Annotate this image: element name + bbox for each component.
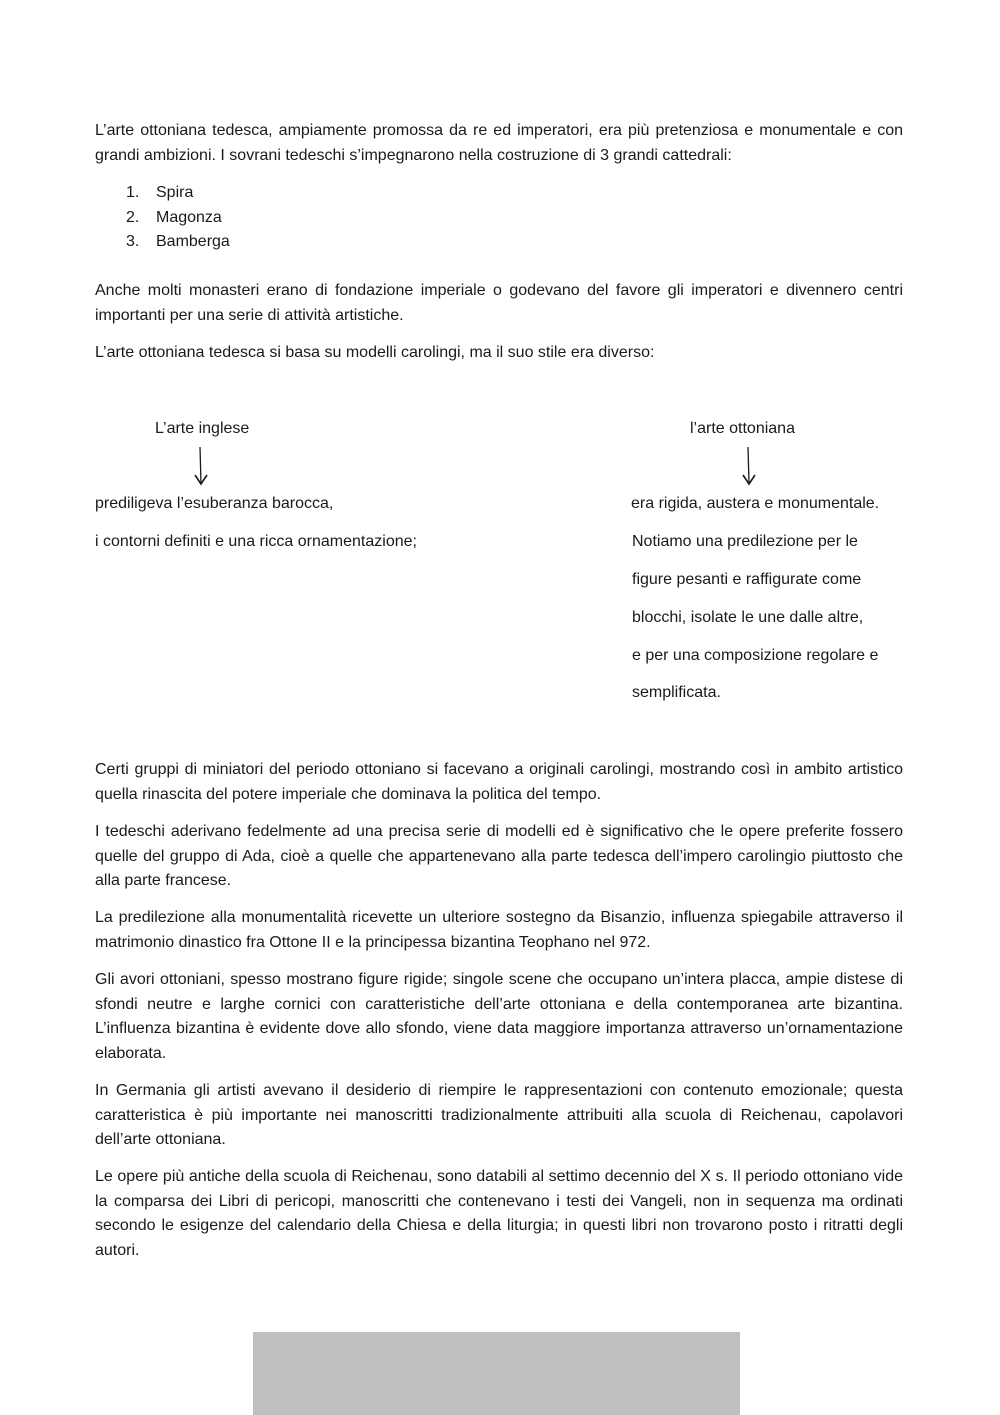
right-line: semplificata. bbox=[632, 684, 721, 701]
right-line: blocchi, isolate le une dalle altre, bbox=[632, 609, 864, 626]
paragraph-intro: L’arte ottoniana tedesca, ampiamente promossa da re ed imperatori, era più pretenziosa e monumentale e con grandi ambizioni. I sovrani tedeschi s’impegnarono nella costruzione di 3 grandi cattedrali: bbox=[95, 122, 903, 164]
arrow-down-icon bbox=[741, 446, 757, 486]
left-line: prediligeva l’esuberanza barocca, bbox=[95, 495, 334, 512]
right-line: e per una composizione regolare e bbox=[632, 647, 879, 664]
left-heading: L’arte inglese bbox=[155, 420, 250, 437]
right-line: era rigida, austera e monumentale. bbox=[631, 495, 880, 512]
right-line: figure pesanti e raffigurate come bbox=[632, 571, 862, 588]
cathedral-list bbox=[126, 181, 230, 255]
footer-bar bbox=[253, 1332, 740, 1415]
right-line: Notiamo una predilezione per le bbox=[632, 533, 858, 550]
paragraph-monasteries: Anche molti monasteri erano di fondazione imperiale o godevano del favore gli imperatori e divennero centri importanti per una serie di attività artistiche. bbox=[95, 282, 903, 324]
list-item: 3. Bamberga bbox=[126, 233, 230, 250]
arrow-down-icon bbox=[193, 446, 209, 486]
paragraph-byzantium: La predilezione alla monumentalità ricevette un ulteriore sostegno da Bisanzio, influenza spiegabile attraverso il matrimonio dinastico fra Ottone II e la principessa bizantina Teophano nel 972. bbox=[95, 909, 903, 951]
list-item: 1. Spira bbox=[126, 184, 194, 201]
paragraph-carolingian-models: L’arte ottoniana tedesca si basa su modelli carolingi, ma il suo stile era diverso: bbox=[95, 344, 655, 361]
paragraph-miniaturists: Certi gruppi di miniatori del periodo ottoniano si facevano a originali carolingi, mostrando così in ambito artistico quella rinascita del potere imperiale che dominava la politica del tempo. bbox=[95, 761, 903, 803]
paragraph-reichenau: Le opere più antiche della scuola di Reichenau, sono databili al settimo decennio del X s. Il periodo ottoniano vide la comparsa dei Libri di pericopi, manoscritti che contenevano i testi dei Vangeli, non in sequenza ma ordinati secondo le esigenze del calendario della Chiesa e della liturgia; in questi libri non trovarono posto i ritratti degli autori. bbox=[95, 1168, 903, 1259]
paragraph-ivories: Gli avori ottoniani, spesso mostrano figure rigide; singole scene che occupano un’intera placca, ampie distese di sfondi neutre e larghe cornici con caratteristiche dell’arte ottoniana e della contemporanea arte bizantina. L’influenza bizantina è evidente dove allo sfondo, viene data maggiore importanza attraverso un’ornamentazione elaborata. bbox=[95, 971, 903, 1062]
right-heading: l’arte ottoniana bbox=[690, 420, 795, 437]
left-line: i contorni definiti e una ricca ornamentazione; bbox=[95, 533, 417, 550]
paragraph-ada-group: I tedeschi aderivano fedelmente ad una precisa serie di modelli ed è significativo che le opere preferite fossero quelle del gruppo di Ada, cioè a quelle che appartenevano alla parte tedesca dell’impero carolingio piuttosto che alla parte francese. bbox=[95, 823, 903, 889]
paragraph-germany: In Germania gli artisti avevano il desiderio di riempire le rappresentazioni con contenuto emozionale; questa caratteristica è più importante nei manoscritti tradizionalmente attribuiti alla scuola di Reichenau, capolavori dell’arte ottoniana. bbox=[95, 1082, 903, 1148]
list-item: 2. Magonza bbox=[126, 208, 222, 226]
